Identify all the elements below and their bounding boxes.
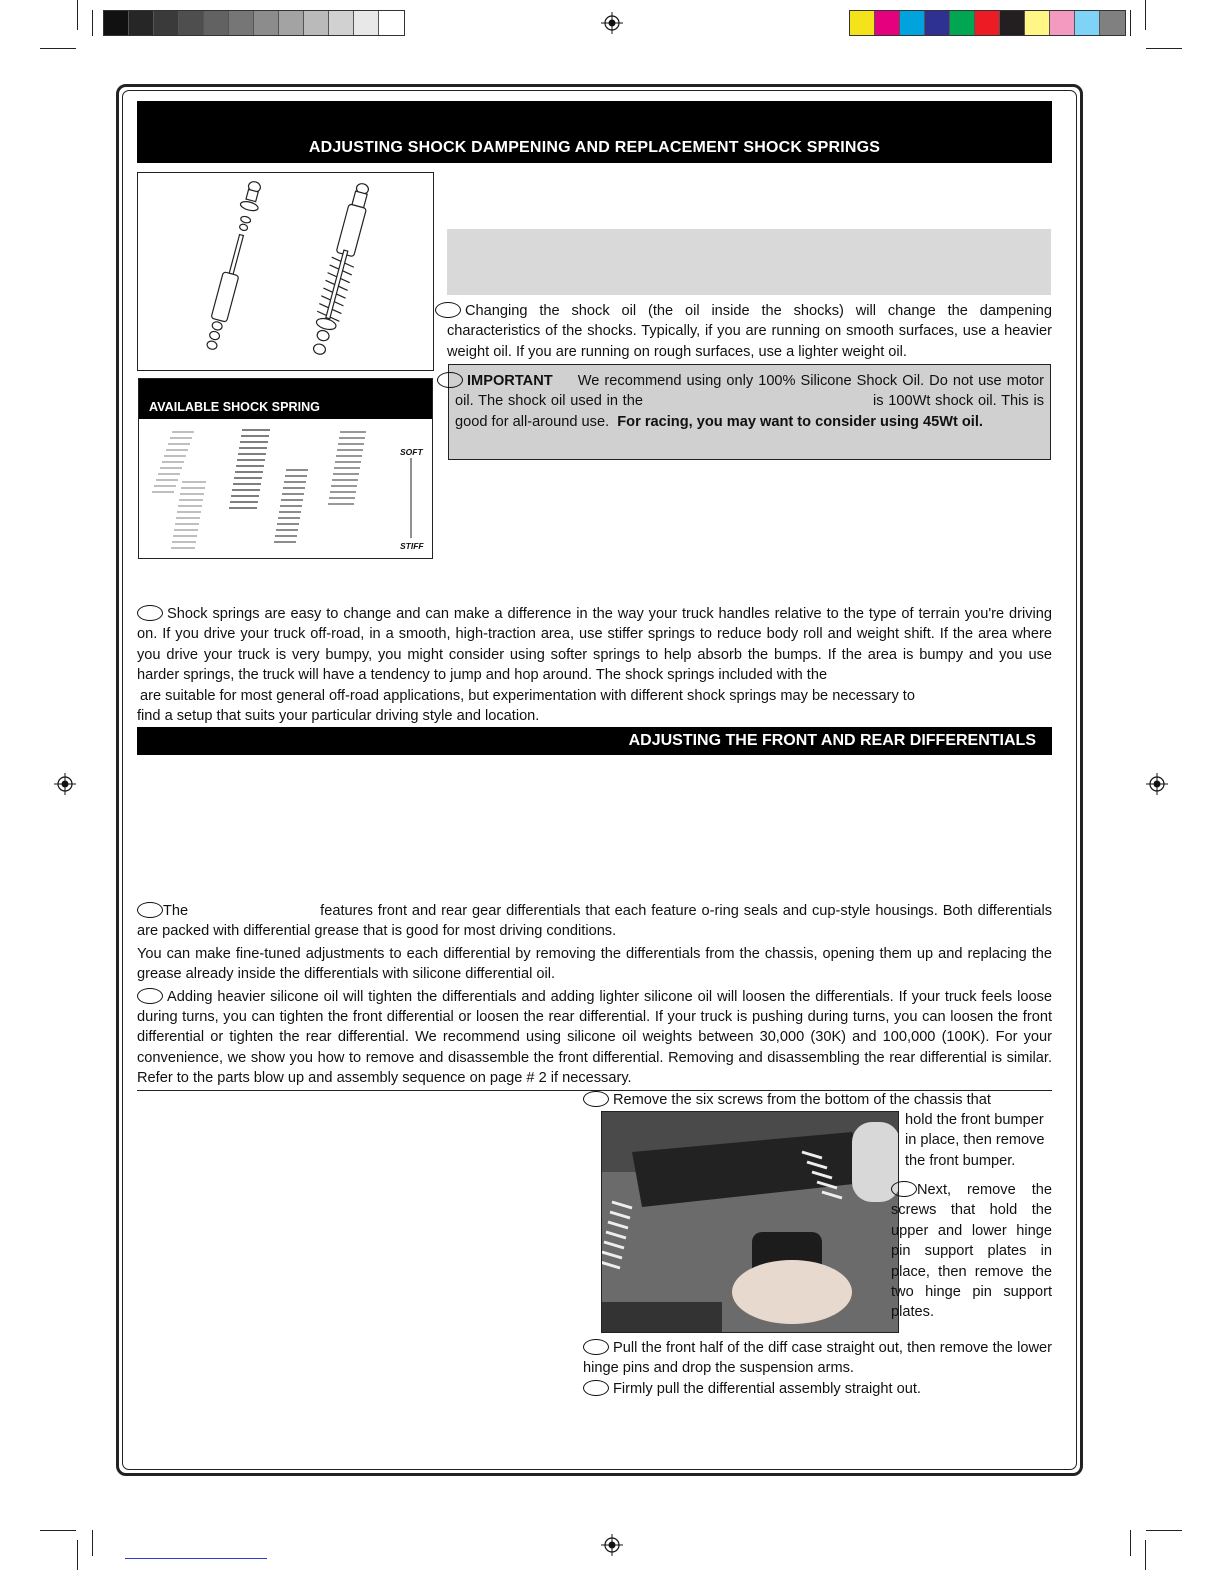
color-swatch	[1000, 11, 1025, 35]
differential-photo-icon	[602, 1112, 899, 1333]
section-header	[137, 101, 1052, 163]
step-2	[891, 1180, 1052, 1323]
step3-text: Pull the front half of the diff case straight out, then remove the lower hinge pins and drop the suspension arms.	[583, 1340, 1052, 1377]
color-swatch	[1050, 11, 1075, 35]
color-swatch	[1100, 11, 1125, 35]
important-text	[455, 371, 1044, 432]
bottom-underline	[125, 1558, 267, 1559]
step-4	[583, 1379, 1052, 1399]
gray-swatch	[254, 11, 279, 35]
springs-text-2: are suitable for most general off-road applications, but experimentation with different shock springs may be necessary to	[140, 687, 915, 704]
step4-text: Firmly pull the differential assembly straight out.	[613, 1381, 921, 1397]
color-swatch	[850, 11, 875, 35]
step-bullet-icon	[137, 605, 163, 621]
step-bullet-icon	[137, 902, 163, 918]
gray-swatch	[179, 11, 204, 35]
gray-swatch	[129, 11, 154, 35]
registration-mark-icon	[1146, 773, 1168, 795]
step1-text-b: hold the front bumper in place, then remove the front bumper.	[905, 1112, 1045, 1169]
shock-illustration	[137, 172, 434, 371]
important-text-2: is 100Wt shock oil. This is good for all-around use.	[455, 393, 1044, 430]
springs-text-3: find a setup that suits your particular driving style and location.	[137, 708, 540, 725]
step-bullet-icon	[137, 988, 163, 1004]
differentials-title: ADJUSTING THE FRONT AND REAR DIFFERENTIALS	[628, 732, 1036, 749]
gray-swatch	[154, 11, 179, 35]
grayscale-swatch-strip	[103, 10, 405, 36]
gray-swatch	[279, 11, 304, 35]
color-swatch-strip	[849, 10, 1126, 36]
springs-drawing-icon	[140, 420, 431, 558]
registration-mark-icon	[601, 1534, 623, 1556]
section-title: ADJUSTING SHOCK DAMPENING AND REPLACEMENT SHOCK SPRINGS	[308, 139, 881, 156]
shock-drawing-icon	[138, 173, 433, 370]
gray-swatch	[104, 11, 129, 35]
differentials-header	[137, 727, 1052, 755]
step-3	[583, 1338, 1052, 1379]
step1-text-a: Remove the six screws from the bottom of the chassis that	[613, 1092, 991, 1108]
step-bullet-icon	[435, 302, 461, 318]
color-swatch	[925, 11, 950, 35]
gray-swatch	[354, 11, 379, 35]
diff-p2: You can make fine-tuned adjustments to each differential by removing the differentials from the chassis, opening them up and replacing the grease already inside the differentials with silicone differential oil.	[137, 945, 1052, 983]
step2-text: Next, remove the screws that hold the upper and lower hinge pin support plates in place, then remove the two hinge pin support plates.	[891, 1182, 1052, 1321]
step-bullet-icon	[583, 1380, 609, 1396]
important-text-1: We recommend using only 100% Silicone Shock Oil. Do not use motor oil. The shock oil used in the	[455, 373, 1044, 410]
color-swatch	[975, 11, 1000, 35]
step-1	[583, 1090, 1052, 1110]
gray-swatch	[379, 11, 404, 35]
important-note	[448, 364, 1051, 460]
color-swatch	[950, 11, 975, 35]
step-bullet-icon	[583, 1339, 609, 1355]
differentials-paragraph	[137, 901, 1052, 1089]
gray-swatch	[304, 11, 329, 35]
registration-mark-icon	[54, 773, 76, 795]
color-swatch	[1025, 11, 1050, 35]
gray-band	[447, 229, 1051, 295]
step-bullet-icon	[891, 1181, 917, 1197]
important-bold: For racing, you may want to consider using 45Wt oil.	[617, 413, 983, 430]
color-swatch	[875, 11, 900, 35]
shock-oil-intro: Changing the shock oil (the oil inside the shocks) will change the dampening characteristics of the shocks. Typically, if you are running on smooth surfaces, use a heavier weight oil. If you are running on rough surfaces, use a lighter weight oil.	[447, 303, 1052, 360]
spring-heading: AVAILABLE SHOCK SPRING	[149, 400, 320, 414]
registration-mark-icon	[601, 12, 623, 34]
stiff-label: STIFF	[400, 541, 424, 551]
color-swatch	[1075, 11, 1100, 35]
gray-swatch	[204, 11, 229, 35]
important-label: IMPORTANT	[467, 373, 553, 389]
springs-paragraph	[137, 604, 1052, 726]
springs-text-1: Shock springs are easy to change and can make a difference in the way your truck handles relative to the type of terrain you're driving on. If you drive your truck off-road, in a smooth, high-traction area, use stiffer springs to reduce body roll and weight shift. If the area where you drive your truck is very bumpy, you might consider using softer springs to help absorb the bumps. If the area is bumpy and you use harder springs, the truck will have a tendency to jump and hop around. The shock springs included with the	[137, 606, 1052, 684]
gray-swatch	[329, 11, 354, 35]
shock-oil-paragraph	[447, 301, 1052, 362]
step-bullet-icon	[583, 1091, 609, 1107]
soft-label: SOFT	[400, 447, 423, 457]
color-swatch	[900, 11, 925, 35]
differential-photo	[601, 1111, 899, 1333]
spring-heading-bar	[139, 379, 432, 419]
diff-p1-b: features front and rear gear differentials that each feature o-ring seals and cup-style housings. Both differentials are packed with differential grease that is good for most driving conditions.	[137, 903, 1052, 940]
gray-swatch	[229, 11, 254, 35]
step-1-continued	[905, 1110, 1052, 1171]
diff-p1-a: The	[163, 903, 189, 919]
diff-p3: Adding heavier silicone oil will tighten the differentials and adding lighter silicone oil will loosen the differentials. If your truck feels loose during turns, you can tighten the front differential or loosen the rear differential. If your truck is pushing during turns, you can loosen the front differential or tighten the rear differential. We recommend using silicone oil weights between 30,000 (30K) and 100,000 (100K). For your convenience, we show you how to remove and disassemble the front differential. Removing and disassembling the rear differential is similar. Refer to the parts blow up and assembly sequence on page # 2 if necessary.	[137, 988, 1052, 1087]
step-bullet-icon	[437, 372, 463, 388]
